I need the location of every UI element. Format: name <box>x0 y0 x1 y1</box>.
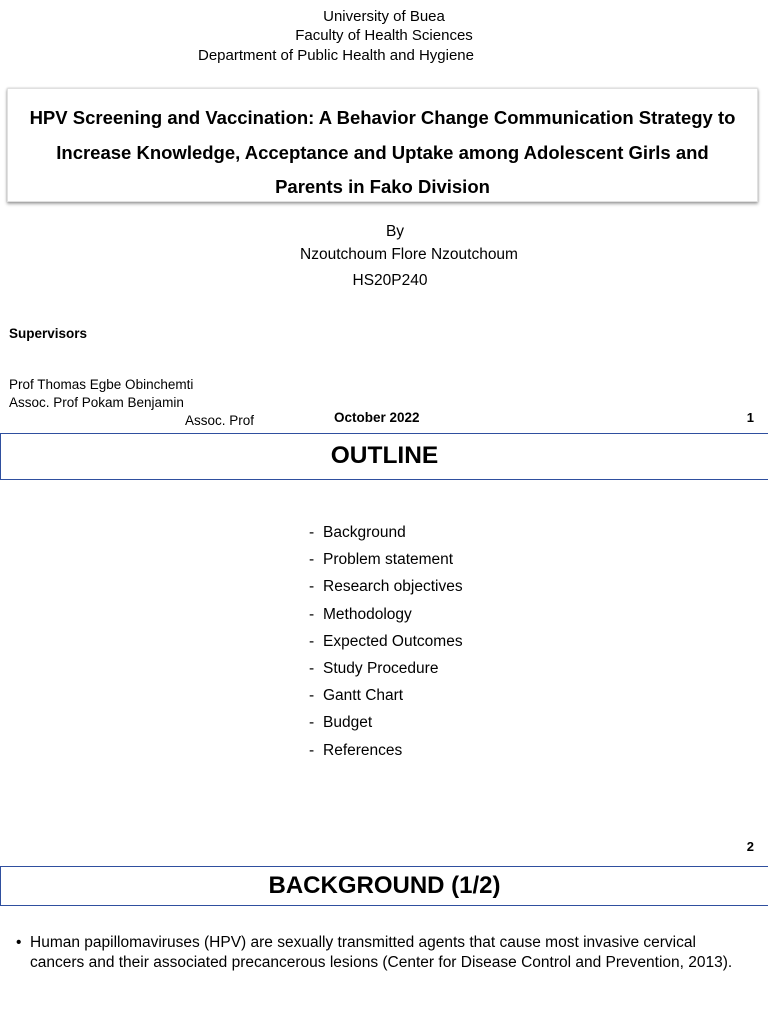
department-name: Department of Public Health and Hygiene <box>198 47 474 64</box>
outline-item-label: References <box>323 741 403 759</box>
student-id: HS20P240 <box>352 272 428 289</box>
supervisor-3-prefix: Assoc. Prof <box>185 413 255 428</box>
outline-title-bar <box>0 433 768 480</box>
title-line: HPV Screening and Vaccination: A Behavior Change Communication Strategy to <box>29 107 736 128</box>
bullet-item <box>16 933 736 972</box>
author-name: Nzoutchoum Flore Nzoutchoum <box>300 246 518 263</box>
background-title-bar <box>0 866 768 906</box>
outline-list <box>309 519 463 764</box>
dash-icon: - <box>309 659 315 677</box>
outline-item <box>309 573 463 600</box>
outline-item-label: Study Procedure <box>323 659 439 677</box>
outline-item-label: Gantt Chart <box>323 687 404 705</box>
by-label: By <box>385 223 405 240</box>
supervisor-2: Assoc. Prof Pokam Benjamin <box>9 395 184 410</box>
outline-item <box>309 709 463 736</box>
outline-item <box>309 546 463 573</box>
outline-item-label: Methodology <box>323 605 412 623</box>
dash-icon: - <box>309 551 315 569</box>
page-number: 2 <box>746 839 754 854</box>
outline-item <box>309 601 463 628</box>
outline-item <box>309 628 463 655</box>
presentation-date: October 2022 <box>334 410 420 425</box>
outline-item <box>309 737 463 764</box>
outline-item <box>309 519 463 546</box>
supervisor-1: Prof Thomas Egbe Obinchemti <box>9 377 194 392</box>
title-box <box>7 88 758 202</box>
outline-item <box>309 682 463 709</box>
dash-icon: - <box>309 741 315 759</box>
title-line: Parents in Fako Division <box>275 176 490 197</box>
dash-icon: - <box>309 605 315 623</box>
dash-icon: - <box>309 632 315 650</box>
dash-icon: - <box>309 687 315 705</box>
outline-item <box>309 655 463 682</box>
outline-item-label: Research objectives <box>323 578 463 596</box>
outline-item-label: Expected Outcomes <box>323 632 463 650</box>
background-title: BACKGROUND (1/2) <box>268 872 501 899</box>
bullet-text: Human papillomaviruses (HPV) are sexually transmitted agents that cause most invasive cervical cancers and their associated precancerous lesions (Center for Disease Control and Prevention, 2013). <box>30 934 733 971</box>
dash-icon: - <box>309 524 315 541</box>
supervisors-heading: Supervisors <box>9 326 88 341</box>
outline-item-label: Problem statement <box>323 551 454 569</box>
presentation-title <box>8 101 757 205</box>
dash-icon: - <box>309 714 315 732</box>
outline-item-label: Background <box>323 524 406 541</box>
outline-title: OUTLINE <box>330 442 439 469</box>
page-number: 1 <box>746 410 754 425</box>
outline-item-label: Budget <box>323 714 373 732</box>
bullet-icon: • <box>16 934 22 951</box>
institution-name: University of Buea <box>323 8 445 25</box>
faculty-name: Faculty of Health Sciences <box>295 27 473 44</box>
title-line: Increase Knowledge, Acceptance and Uptake among Adolescent Girls and <box>56 141 709 163</box>
dash-icon: - <box>309 578 315 596</box>
